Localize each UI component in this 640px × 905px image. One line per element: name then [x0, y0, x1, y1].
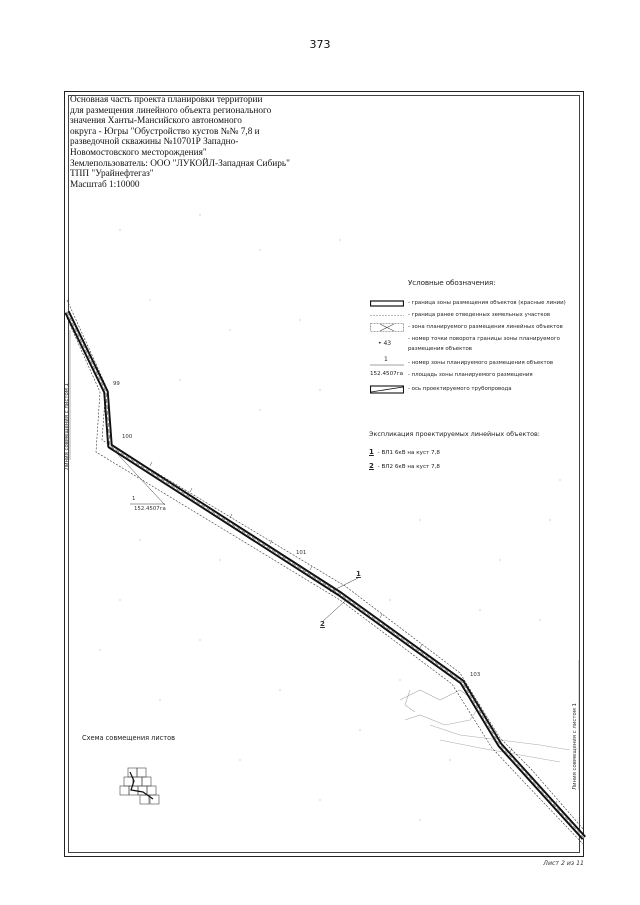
existing-plots — [400, 690, 570, 762]
zone-number-underline — [370, 364, 404, 366]
left-match-label: Линия совмещения с листом 1 — [64, 383, 70, 470]
plot-boundary-symbol — [370, 311, 404, 320]
line2-leader — [322, 601, 345, 622]
legend-item — [370, 298, 580, 310]
point-label: 99 — [113, 381, 120, 387]
object-number-2: 2 — [320, 620, 325, 628]
turn-point-symbol: • 43 — [378, 340, 392, 347]
zone-area-symbol: 152.4507га — [370, 371, 404, 377]
sheet-scheme-title: Схема совмещения листов — [82, 734, 176, 742]
title-line: округа - Югры "Обустройство кустов №№ 7,8 и — [70, 126, 260, 137]
scale-line: Масштаб 1:10000 — [70, 179, 140, 190]
legend-text: - номер точки поворота границы зоны планируемого — [408, 336, 560, 342]
legend-text: размещения объектов — [408, 346, 472, 352]
legend-text: - зона планируемого размещения линейных объектов — [408, 324, 563, 330]
title-line: разведочной скважины №10701Р Западно- — [70, 137, 239, 148]
right-match-label: Линия совмещения с листом 1 — [572, 703, 578, 790]
zone-number-label: 1 — [132, 496, 136, 502]
legend-item — [370, 344, 580, 356]
explication-title: Экспликация проектируемых линейных объектов: — [369, 430, 540, 438]
explication-text: - ВЛ2 6кВ на куст 7,8 — [377, 464, 440, 470]
red-line-symbol — [370, 299, 404, 308]
point-label: 100 — [122, 434, 133, 440]
land-user-line: Землепользователь: ООО "ЛУКОЙЛ-Западная Сибирь" — [70, 158, 290, 169]
explication-item — [369, 462, 440, 470]
explication-number: 1 — [369, 448, 374, 456]
legend-item — [370, 358, 580, 370]
title-line: Новомостовского месторождения" — [70, 147, 207, 158]
legend-text: - ось проектируемого трубопровода — [408, 386, 512, 392]
title-line: для размещения линейного объекта регионального — [70, 105, 272, 116]
zone-area-label: 152.4507га — [134, 506, 166, 512]
explication-text: - ВЛ1 6кВ на куст 7,8 — [377, 450, 440, 456]
explication-item — [369, 448, 440, 456]
legend-text: - площадь зоны планируемого размещения — [408, 372, 533, 378]
legend-item — [370, 384, 580, 396]
legend-text: - номер зоны планируемого размещения объектов — [408, 360, 554, 366]
title-line: Основная часть проекта планировки территории — [70, 95, 263, 105]
legend-item — [370, 322, 580, 334]
legend-text: - граница зоны размещения объектов (красные линии) — [408, 300, 566, 306]
point-label: 103 — [470, 672, 481, 678]
legend-title: Условные обозначения: — [408, 278, 496, 287]
explication-number: 2 — [369, 462, 374, 470]
zone-symbol — [370, 323, 404, 332]
explication — [369, 430, 540, 470]
legend-item — [370, 370, 580, 382]
zone-number-symbol: 1 — [384, 356, 388, 363]
line1-leader — [330, 578, 358, 592]
title-line: значения Ханты-Мансийского автономного — [70, 116, 242, 127]
legend-item — [370, 310, 580, 322]
sheet-number-label: Лист 2 из 11 — [543, 860, 584, 867]
pipeline-axis-symbol — [370, 385, 404, 394]
tpp-line: ТПП "Урайнефтегаз" — [70, 169, 154, 180]
legend-text: - граница ранее отведенных земельных участков — [408, 312, 551, 318]
object-number-1: 1 — [356, 570, 361, 578]
point-label: 101 — [296, 550, 307, 556]
page-number: 373 — [309, 38, 331, 51]
